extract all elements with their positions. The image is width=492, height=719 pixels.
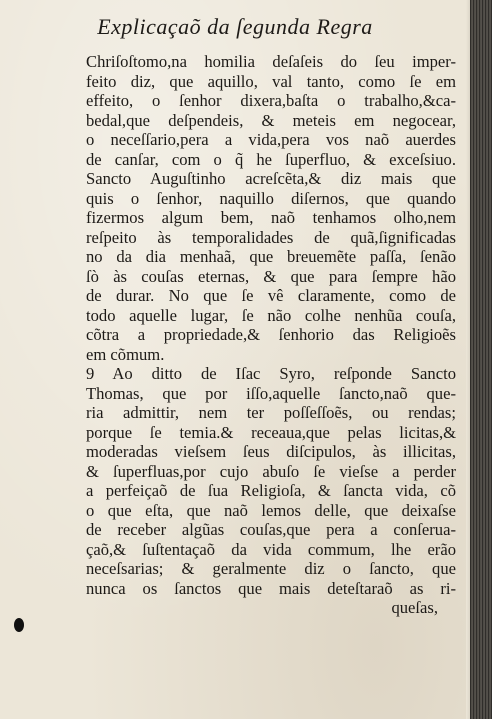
text-line: o neceſſario,pera a vida,pera vos naõ auerdes [86, 130, 456, 149]
text-line: & ſuperfluas,por cujo abuſo ſe vieſse a perder [86, 461, 456, 481]
catchword: queſas, [391, 598, 438, 617]
stacked-page-edges [470, 0, 492, 719]
ink-blot [14, 618, 24, 632]
text-line: ria admittir, nem ter poſſeſſoẽs, ou rendas; [86, 403, 456, 422]
text-line: moderadas vieſsem ſeus diſcipulos, às illicitas, [86, 442, 456, 461]
text-line: cõtra a propriedade,& ſenhorio das Religioẽs [86, 325, 456, 344]
text-line: quis o ſenhor, naquillo diſernos, que quando [86, 188, 456, 208]
text-line: no da dia menhaã, que breuemẽte paſſa, ſenão [86, 247, 456, 266]
text-line: neceſsarias; & geralmente diz o ſancto, que [86, 559, 456, 578]
text-line: bedal,que deſpendeis, & meteis em negocear, [86, 110, 456, 130]
text-line: fizermos algum bem, naõ tenhamos olho,nem [86, 208, 456, 227]
text-line: reſpeito às temporalidades de quã,ſignificadas [86, 227, 456, 247]
text-line: todo aquelle lugar, ſe não colhe nenhũa couſa, [86, 305, 456, 325]
text-line: em cõmum. [86, 344, 165, 364]
text-line: Sancto Auguſtinho acreſcẽta,& diz mais que [86, 169, 456, 188]
text-line: porque ſe temia.& receaua,que pelas licitas,& [86, 422, 456, 442]
text-line: feito diz, que aquillo, val tanto, como ſe em [86, 71, 456, 91]
text-line: Chriſoſtomo,na homilia deſaſeis do ſeu imper- [86, 52, 456, 71]
text-line: ſò às couſas eternas, & que para ſempre hão [86, 266, 456, 286]
text-line: de receber algũas couſas,que pera a conſerua- [86, 520, 456, 539]
running-head: Explicaçaõ da ſegunda Regra [97, 14, 373, 39]
text-line: de canſar, com o q̃ he ſuperfluo, & exceſsiuo. [86, 149, 456, 169]
body-text [86, 52, 456, 618]
text-line: de durar. No que ſe vê claramente, como de [86, 286, 456, 305]
text-line: çaõ,& ſuſtentaçaõ da vida commum, lhe erão [86, 539, 456, 559]
text-line: o que eſta, que naõ lemos delle, que deixaſse [86, 500, 456, 520]
text-line: Thomas, que por iſſo,aquelle ſancto,naõ que- [86, 383, 456, 403]
text-line: a perfeiçaõ de ſua Religioſa, & ſancta vida, cõ [86, 481, 456, 500]
text-line: nunca os ſanctos que mais deteſtaraõ as ri- [86, 578, 456, 598]
text-line: 9 Ao ditto de Iſac Syro, reſponde Sancto [86, 364, 456, 383]
text-line: effeito, o ſenhor dixera,baſta o trabalho,&ca- [86, 91, 456, 110]
